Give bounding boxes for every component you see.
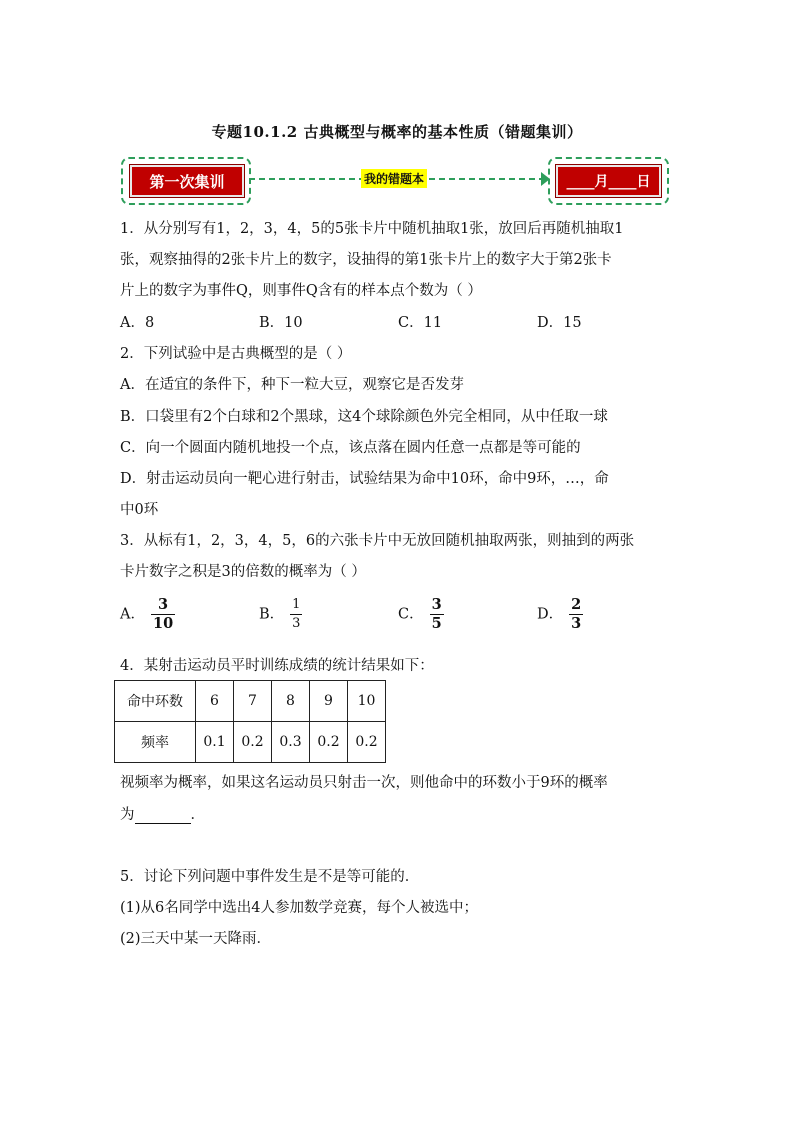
table-cell: 0.3	[272, 722, 310, 763]
q3-option-c-letter: C．	[398, 606, 424, 623]
q2-option-d-line-2: 中0环	[120, 502, 159, 518]
table-cell: 7	[234, 681, 272, 722]
table-row	[115, 722, 386, 763]
q1-options	[120, 311, 680, 331]
session-badge: 第一次集训	[130, 165, 244, 197]
q3-line-1: 3．从标有1，2，3，4，5，6的六张卡片中无放回随机抽取两张，则抽到的两张	[120, 533, 635, 549]
q3-option-a-fraction	[151, 596, 175, 633]
q5-item-1: (1)从6名同学中选出4人参加数学竞赛，每个人被选中；	[120, 900, 478, 916]
q3-option-d-numerator: 2	[571, 596, 582, 613]
q1-option-a: A．8	[120, 315, 155, 331]
q4-line-1: 视频率为概率，如果这名运动员只射击一次，则他命中的环数小于9环的概率	[120, 775, 608, 791]
q3-option-a	[120, 596, 175, 633]
date-badge: ____月____日	[556, 165, 661, 197]
q3-option-d-letter: D．	[537, 606, 564, 623]
q1-option-d: D．15	[537, 315, 582, 331]
table-header-cell: 命中环数	[115, 681, 196, 722]
q2-option-d-line-1: D．射击运动员向一靶心进行射击，试验结果为命中10环，命中9环，…，命	[120, 471, 609, 487]
q2-option-c: C．向一个圆面内随机地投一个点，该点落在圆内任意一点都是等可能的	[120, 440, 581, 456]
practice-banner	[121, 157, 669, 201]
q3-option-b	[259, 596, 302, 633]
table-cell: 0.2	[234, 722, 272, 763]
table-cell: 10	[348, 681, 386, 722]
table-cell: 0.1	[196, 722, 234, 763]
q1-line-2: 张，观察抽得的2张卡片上的数字，设抽得的第1张卡片上的数字大于第2张卡	[120, 252, 612, 268]
table-header-cell: 频率	[115, 722, 196, 763]
q3-option-b-letter: B．	[259, 606, 285, 623]
q3-option-c-fraction	[430, 596, 444, 633]
q3-line-2: 卡片数字之积是3的倍数的概率为（ ）	[120, 564, 366, 580]
q1-line-1: 1．从分别写有1，2，3，4，5的5张卡片中随机抽取1张，放回后再随机抽取1	[120, 221, 624, 237]
q5-item-2: (2)三天中某一天降雨．	[120, 931, 272, 947]
q3-option-a-numerator: 3	[158, 596, 169, 613]
q3-option-d-denominator: 3	[571, 615, 582, 632]
table-cell: 9	[310, 681, 348, 722]
q3-option-d	[537, 596, 583, 633]
q2-stem: 2．下列试验中是古典概型的是（ ）	[120, 346, 352, 362]
q4-line-2-suffix: ．	[190, 807, 205, 823]
q2-option-b: B．口袋里有2个白球和2个黑球，这4个球除颜色外完全相同，从中任取一球	[120, 409, 608, 425]
q3-option-d-fraction	[569, 596, 583, 633]
q1-option-b: B．10	[259, 315, 303, 331]
table-cell: 6	[196, 681, 234, 722]
answer-blank	[135, 809, 191, 824]
q5-stem: 5．讨论下列问题中事件发生是不是等可能的．	[120, 869, 420, 885]
q3-option-a-denominator: 10	[152, 615, 174, 632]
scores-table	[114, 680, 386, 763]
q3-option-b-denominator: 3	[292, 616, 301, 631]
q4-stem: 4．某射击运动员平时训练成绩的统计结果如下：	[120, 658, 434, 674]
q3-options	[120, 596, 680, 640]
table-cell: 0.2	[310, 722, 348, 763]
q1-line-3: 片上的数字为事件Q，则事件Q含有的样本点个数为（ ）	[120, 283, 482, 299]
q3-option-c	[398, 596, 444, 633]
q2-option-a: A．在适宜的条件下，种下一粒大豆，观察它是否发芽	[120, 377, 464, 393]
q4-line-2	[120, 803, 205, 824]
notebook-label: 我的错题本	[361, 169, 427, 188]
date-badge-frame	[548, 157, 669, 205]
q3-option-b-numerator: 1	[292, 597, 301, 612]
q3-option-c-numerator: 3	[431, 596, 442, 613]
table-cell: 8	[272, 681, 310, 722]
q3-option-c-denominator: 5	[431, 615, 442, 632]
page-title: 专题10.1.2 古典概型与概率的基本性质（错题集训）	[211, 123, 583, 141]
q3-option-b-fraction	[290, 596, 302, 633]
table-cell: 0.2	[348, 722, 386, 763]
session-badge-frame	[121, 157, 251, 205]
table-row	[115, 681, 386, 722]
q1-option-c: C．11	[398, 315, 443, 331]
q3-option-a-letter: A．	[120, 606, 145, 623]
q4-line-2-prefix: 为	[120, 807, 135, 823]
